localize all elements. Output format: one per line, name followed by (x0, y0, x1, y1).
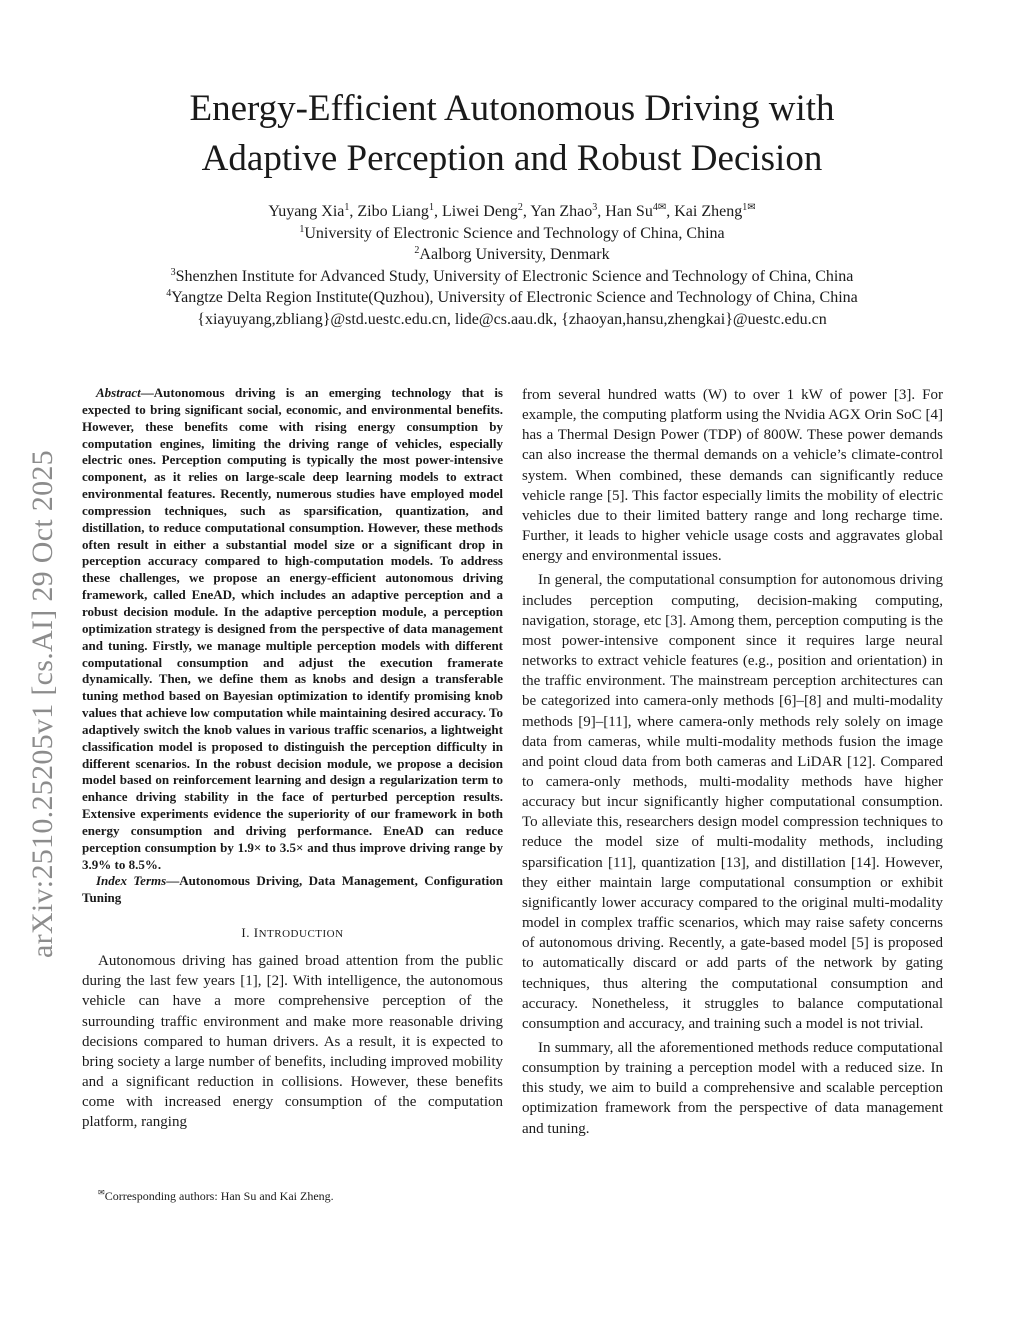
arxiv-stamp: arXiv:2510.25205v1 [cs.AI] 29 Oct 2025 (26, 450, 59, 958)
abstract-text: —Autonomous driving is an emerging technology that is expected to bring significant social, economic, and environmental benefits. However, these benefits come with rising energy consumption by computation engines, limiting the driving range of vehicles, especially electric ones. Perception computing is typically the most power-intensive component, as it relies on large-scale deep learning models to extract environmental features. Recently, numerous studies have employed model compression techniques, such as sparsification, quantization, and distillation, to reduce computational consumption. However, these methods often result in either a substantial model size or a significant drop in perception accuracy compared to high-computation models. To address these challenges, we propose an energy-efficient autonomous driving framework, called EneAD, which includes an adaptive perception and a robust decision module. In the adaptive perception module, a perception optimization strategy is designed from the perspective of data management and tuning. Firstly, we manage multiple perception models with different computational consumption and adjust the execution framerate dynamically. Then, we define them as knobs and design a transferable tuning method based on Bayesian optimization to identify promising knob values that achieve low computation while maintaining desired accuracy. To adaptively switch the knob values in various traffic scenarios, a lightweight classification model is proposed to distinguish the perception difficulty in different scenarios. In the robust decision module, we propose a decision model based on reinforcement learning and design a regularization term to enhance driving stability in the face of perturbed perception results. Extensive experiments evidence the superiority of our framework in both energy consumption and driving performance. EneAD can reduce perception consumption by 1.9× to 3.5× and thus improve driving range by 3.9% to 8.5%. (82, 385, 503, 872)
section-initial: I (253, 925, 259, 941)
author-names: Yuyang Xia$^1$, Zibo Liang$^1$, Liwei Deng$^2$, Yan Zhao$^3$, Han $Su^{4✉}$, Kai Zheng$^{1✉}$ (268, 202, 756, 220)
footnote-mark: ✉ (98, 1188, 105, 1197)
index-terms (82, 873, 503, 907)
footnote (82, 1185, 503, 1204)
author-emails: {xiayuyang,zbliang}@std.uestc.edu.cn, lide@cs.aau.dk, {zhaoyan,hansu,zhengkai}@uestc.edu.cn (197, 310, 827, 328)
author-name: Yan Zhao (530, 203, 593, 220)
affiliation-text: Aalborg University, Denmark (419, 246, 610, 263)
section-heading-introduction (82, 925, 503, 941)
title-line-1: Energy-Efficient Autonomous Driving with (189, 88, 835, 129)
affiliation-sup: 1 (299, 223, 305, 235)
author-block (60, 201, 964, 330)
left-column (82, 385, 503, 1133)
paper-title (80, 84, 944, 184)
section-rest: NTRODUCTION (258, 928, 344, 941)
intro-paragraph-1: Autonomous driving has gained broad attention from the public during the last few years [1], [2]. With intelligence, the autonomous vehicle can have a more comprehensive perception of the surrounding traffic environment and make more reasonable driving decisions compared to human drivers. As a result, it is expected to bring society a large number of benefits, including improved mobility and a significant reduction in collisions. However, these benefits come with increased energy consumption of the computation platform, ranging (82, 953, 503, 1131)
affiliation-sup: 3 (170, 266, 176, 278)
author-sup: 4✉ (652, 202, 667, 213)
author-sup: 2 (517, 202, 523, 213)
right-column (522, 385, 943, 1139)
affiliation-sup: 4 (166, 288, 172, 299)
right-paragraph-3: In summary, all the aforementioned methods reduce computational consumption by training a perception model with a reduced size. In this study, we aim to build a comprehensive and scalable perception optimization framework from the perspective of data management and tuning. (522, 1040, 943, 1137)
author-name: Yuyang Xia (268, 203, 345, 220)
affiliation-sup: 2 (414, 245, 420, 256)
affiliation-3 (60, 266, 964, 288)
affiliation-4 (60, 287, 964, 309)
right-paragraph-1: from several hundred watts (W) to over 1 kW of power [3]. For example, the computing platform using the Nvidia AGX Orin SoC [4] has a Thermal Design Power (TDP) of 800W. These power demands can also increase the thermal demands on a vehicle’s climate-control system. When combined, these demands can significantly reduce vehicle range [5]. This factor especially limits the mobility of electric vehicles due to their limited battery range and long recharge time. Further, it leads to higher vehicle usage costs and aggravates global energy and environmental issues. (522, 387, 943, 565)
author-name: Liwei Deng (441, 203, 518, 220)
footnote-text: Corresponding authors: Han Su and Kai Zheng. (104, 1189, 334, 1203)
index-terms-text: —Autonomous Driving, Data Management, Configuration Tuning (82, 873, 503, 906)
index-terms-lead: Index Terms (96, 873, 167, 889)
abstract-lead: Abstract (96, 385, 141, 400)
author-sup: 1 (428, 202, 434, 213)
author-name: Zibo Liang (357, 203, 429, 220)
abstract (82, 385, 503, 873)
affiliation-2 (60, 244, 964, 266)
author-sup: 1 (344, 202, 350, 213)
author-name: Han Su (605, 203, 653, 220)
affiliation-text: Yangtze Delta Region Institute(Quzhou), University of Electronic Science and Technology of China, China (171, 289, 858, 306)
author-sup: 3 (592, 202, 598, 213)
affiliation-text: University of Electronic Science and Technology of China, China (304, 224, 725, 242)
affiliation-text: Shenzhen Institute for Advanced Study, University of Electronic Science and Technology of China, China (175, 267, 854, 285)
author-sup: 1✉ (742, 202, 756, 213)
author-name: Kai Zheng (674, 203, 743, 220)
title-line-2: Adaptive Perception and Robust Decision (201, 138, 823, 179)
section-numeral: I. (241, 925, 254, 941)
right-paragraph-2: In general, the computational consumption for autonomous driving includes perception computing, decision-making computing, navigation, storage, etc [3]. Among them, perception computing is the most power-intensive component since it requires large neural networks to extract vehicle features (e.g., position and orientation) in the traffic environment. The mainstream perception architectures can be categorized into camera-only methods [6]–[8] and multi-modality methods [9]–[11], where camera-only methods rely solely on image data from cameras, while multi-modality methods fusion the image and point cloud data from both cameras and LiDAR [12]. Compared to camera-only methods, multi-modality methods have higher accuracy but incur significantly higher computational consumption. To alleviate this, researchers design model compression techniques to reduce the model size of multi-modality methods, including sparsification [11], quantization [13], and distillation [14]. However, they either maintain large computational consumption or exhibit significantly lower accuracy compared to the original multi-modality model in complex traffic scenarios, which may raise safety concerns of autonomous driving. Recently, a gate-based model [5] is proposed to automatically discard or add parts of the network by gating techniques, thus altering the computational consumption and accuracy. Nonetheless, it struggles to balance computational consumption and accuracy, and training such a model is not trivial. (522, 572, 943, 1032)
affiliation-1 (60, 223, 964, 245)
